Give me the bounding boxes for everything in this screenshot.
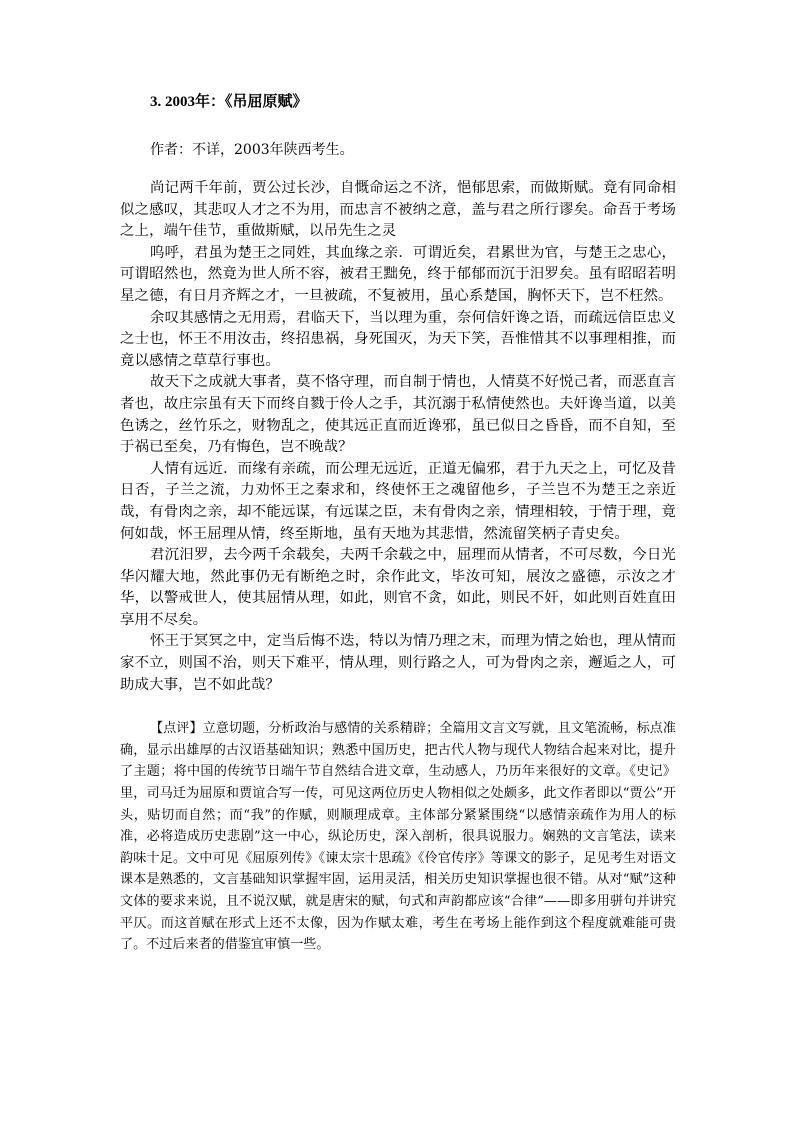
essay-paragraph: 呜呼，君虽为楚王之同姓，其血缘之亲．可谓近矣，君累世为官，与楚王之忠心，可谓昭然也，然竟为世人所不容，被君王黜免，终于郁郁而沉于汨罗矣。虽有昭昭若明星之德，有日月齐辉之才，一旦被疏，不复被用，虽心系楚国，胸怀天下，岂不枉然。 [120,244,676,304]
essay-paragraph: 怀王于冥冥之中，定当后悔不迭，特以为情乃理之末，而理为情之始也，理从情而家不立，则国不治，则天下难平，情从理，则行路之人，可为骨肉之亲，邂逅之人，可助成大事，岂不如此哉？ [120,633,676,693]
essay-paragraph: 尚记两千年前，贾公过长沙，自慨命运之不济，悒郁思索，而做斯赋。竟有同命相似之感叹，其悲叹人才之不为用，而忠言不被纳之意，盖与君之所行谬矣。命吾于考场之上，端午佳节，重做斯赋，以吊先生之灵 [120,180,676,240]
essay-body [120,178,676,696]
essay-title: 3. 2003年：《吊屈原赋》 [150,94,308,110]
essay-paragraph: 君沉汨罗，去今两千余载矣，夫两千余载之中，屈理而从情者，不可尽数，今日光华闪耀大地，然此事仍无有断绝之时，余作此文，毕汝可知，展汝之盛德，示汝之才华，以警戒世人，使其屈情从理，如此，则官不贪，如此，则民不奸，如此则百姓直田享用不尽矣。 [120,547,676,628]
document-content [120,92,676,956]
essay-paragraph: 故天下之成就大事者，莫不恪守理，而自制于情也，人情莫不好悦己者，而恶直言者也，故庄宗虽有天下而终自戮于伶人之手，其沉溺于私情使然也。夫奸谗当道，以美色诱之，丝竹乐之，财物乱之，使其远正直而近谗邪，虽已似日之昏昏，而不自知，至于祸已至矣，乃有悔色，岂不晚哉？ [120,374,676,456]
review-paragraph: 【点评】立意切题，分析政治与感情的关系精辟；全篇用文言文写就，且文笔流畅，标点准确，显示出雄厚的古汉语基础知识；熟悉中国历史，把古代人物与现代人物结合起来对比，提升了主题；将中国的传统节日端午节自然结合进文章，生动感人，乃历年来很好的文章。《史记》里，司马迁为屈原和贾谊合写一传，可见这两位历史人物相似之处颇多，此文作者即以“贾公”开头，贴切而自然；而“我”的作赋，则顺理成章。主体部分紧紧围绕“以感情亲疏作为用人的标准，必将造成历史悲剧”这一中心，纵论历史，深入剖析，很具说服力。娴熟的文言笔法，读来韵味十足。文中可见《屈原列传》《谏太宗十思疏》《伶官传序》等课文的影子，足见考生对语文课本是熟悉的，文言基础知识掌握牢固，运用灵活，相关历史知识掌握也很不错。从对“赋”这种文体的要求来说，且不说汉赋，就是唐宋的赋，句式和声韵都应该“合律”——即多用骈句并讲究平仄。而这首赋在形式上还不太像，因为作赋太难，考生在考场上能作到这个程度就难能可贵了。不过后来者的借鉴宜审慎一些。 [120,721,676,953]
essay-paragraph: 余叹其感情之无用焉，君临天下，当以理为重，奈何信奸谗之语，而疏远信臣忠义之士也，怀王不用汝击，终招患祸，身死国灭，为天下笑，吾惟惜其不以事理相推，而竟以感情之草草行事也。 [120,309,676,369]
essay-paragraph: 人情有远近．而缘有亲疏，而公理无远近，正道无偏邪，君于九天之上，可忆及昔日否，子兰之流，力劝怀王之秦求和，终使怀王之魂留他乡，子兰岂不为楚王之亲近哉，有骨肉之亲，却不能远谋，有远谋之臣，未有骨肉之亲，情理相较，于情于理，竟何如哉，怀王屈理从情，终至斯地，虽有天地为其悲惜，然流留笑柄子青史矣。 [120,460,676,542]
author-line: 作者：不详，2003年陕西考生。 [150,142,354,158]
review-section [120,718,676,956]
